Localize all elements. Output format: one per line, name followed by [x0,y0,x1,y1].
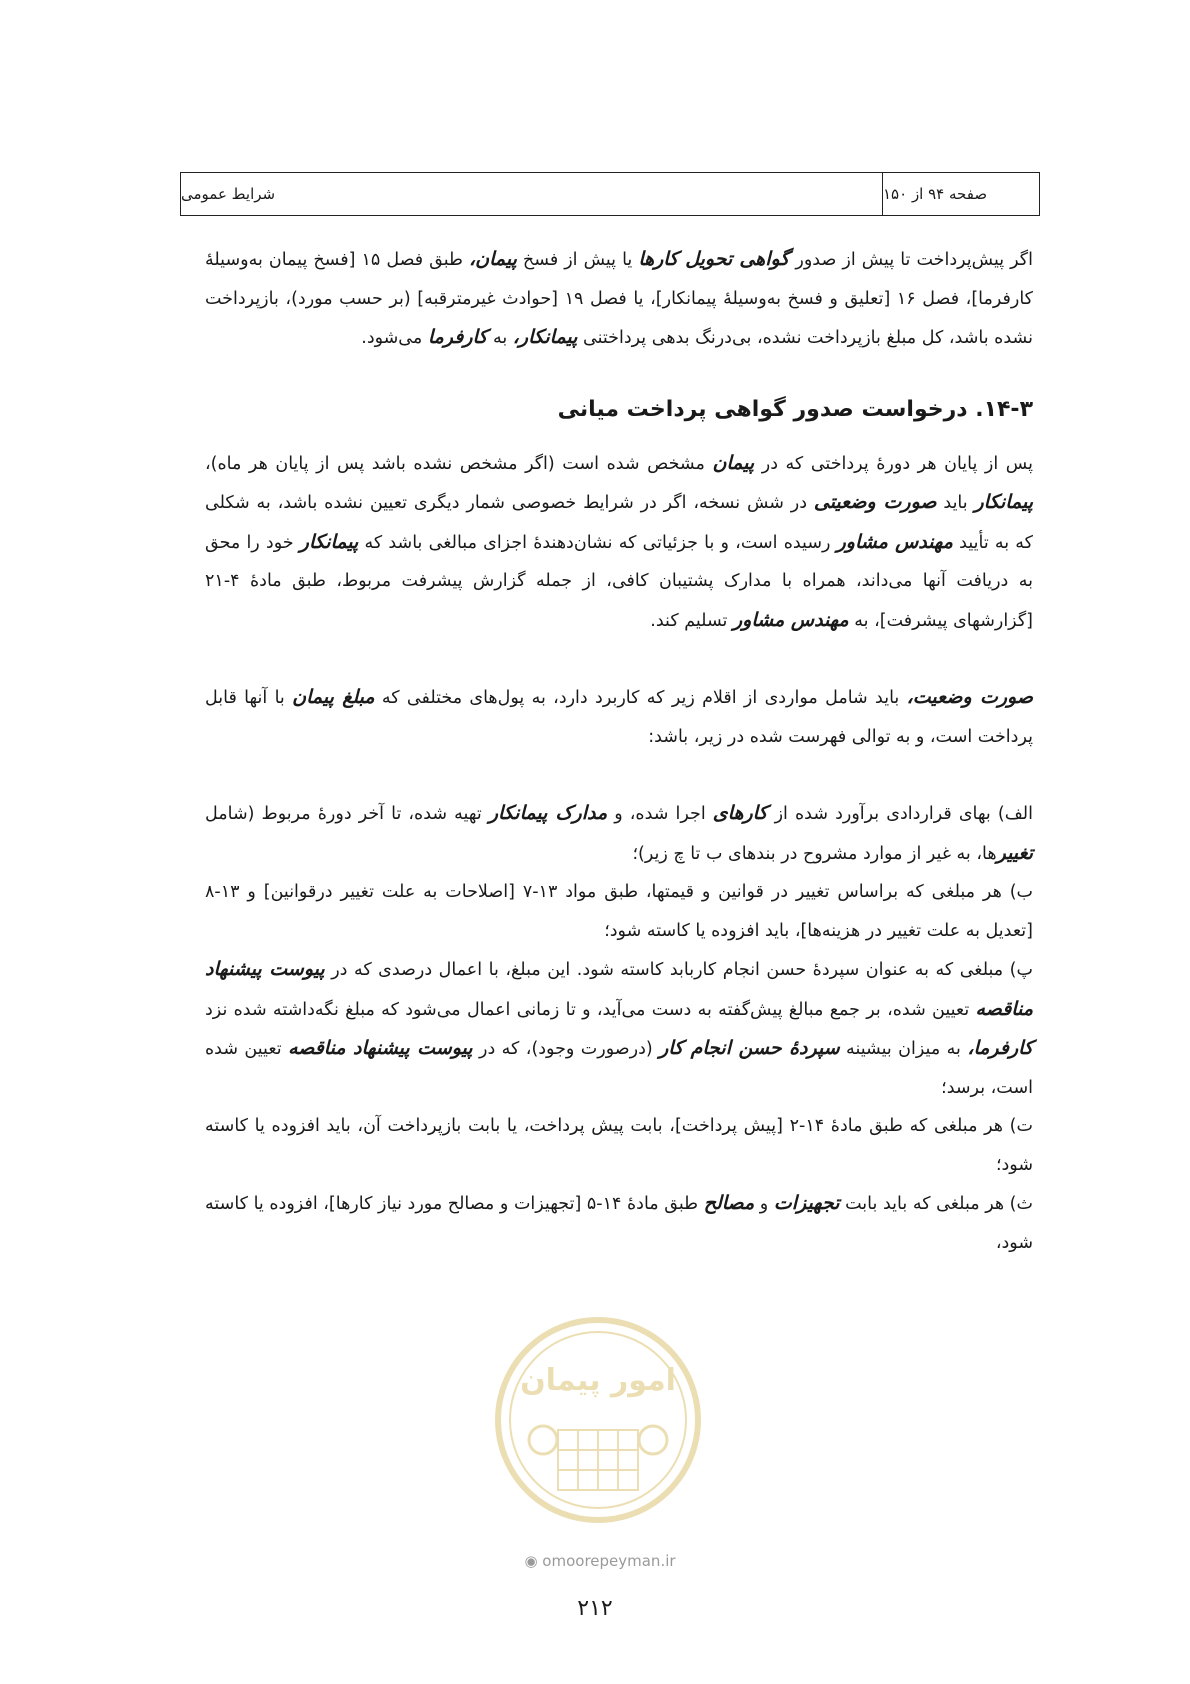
text-run: ب) هر مبلغی که براساس تغییر در قوانین و قیمتها، طبق مواد ۱۳-۷ [اصلاحات به علت تغییر درقوانین] و ۱۳-۸ [تعدیل به علت تغییر در هزینه‌ها]، باید افزوده یا کاسته شود؛ [205,882,1033,941]
text-run: تسلیم کند. [650,610,733,631]
watermark-url [500,1552,700,1570]
text-run: طبق فصل ۱۵ [فسخ پیمان به‌وسیلهٔ کارفرما]، فصل ۱۶ [تعلیق و فسخ به‌وسیلهٔ پیمانکار]، یا فصل ۱۹ [حوادث غیرمترقبه] (بر حسب مورد)، بازپرداخت نشده باشد، کل مبلغ بازپرداخت نشده، بی‌درنگ بدهی پرداختنی [205,250,1033,348]
text-run: الف) بهای قراردادی برآورد شده از [767,804,1034,824]
defined-term: گواهی تحویل کارها [638,248,790,270]
text-run: ت) هر مبلغی که طبق مادهٔ ۱۴-۲ [پیش پرداخت]، بابت پیش پرداخت، یا بابت بازپرداخت آن، باید افزوده یا کاسته شود؛ [205,1116,1033,1175]
spacer [205,756,1033,794]
text-run: اجرا شده، و [607,804,713,824]
list-item-alef [205,794,1033,873]
defined-term: پیمان [712,451,755,474]
text-run: اگر پیش‌پرداخت تا پیش از صدور [789,250,1033,270]
defined-term: مدارک پیمانکار [488,802,608,824]
text-run: می‌شود. [361,328,428,348]
text-run: رسیده است، و با جزئیاتی که نشان‌دهندهٔ اجزای مبالغی باشد که [358,532,837,553]
paragraph-application [205,444,1033,641]
defined-term: پیمانکار، [512,326,578,348]
text-run: ث) هر مبلغی که باید بابت [839,1194,1033,1214]
defined-term: صورت وضعیت، [906,686,1034,708]
defined-term: پیوست پیشنهاد مناقصه [205,958,1033,1020]
list-item-be [205,873,1033,950]
header-page-ref-cell [883,173,1039,215]
defined-term: پیمانکار [974,491,1034,513]
defined-term: مصالح [703,1192,755,1214]
text-run: با آنها قابل پرداخت است، و به توالی فهرست شده در زیر، باشد: [205,688,1033,747]
text-run: تهیه شده، تا آخر دورهٔ مربوط (شامل [205,804,489,824]
text-run: تعیین شده است، برسد؛ [205,1039,1033,1098]
text-run: باید [936,493,975,513]
defined-term: مبلغ پیمان [292,686,375,708]
list-item-pe [205,950,1033,1107]
text-run: (درصورت وجود)، که در [472,1039,660,1059]
text-run: باید شامل مواردی از اقلام زیر که کاربرد دارد، به پول‌های مختلفی که [374,688,907,708]
text-run: به [487,328,513,348]
text-run: تعیین شده، بر جمع مبالغ پیش‌گفته به دست می‌آید، و تا زمانی اعمال می‌شود که مبلغ نگه‌داشته شده نزد [205,999,976,1020]
defined-term: تجهیزات [773,1192,840,1214]
text-run: پس از پایان هر دورهٔ پرداختی که در [754,453,1033,474]
paragraph-advance-repayment [205,240,1033,358]
text-run: ها، به غیر از موارد مشروح در بندهای ب تا چ زیر)؛ [632,843,997,864]
header-page-ref: صفحه ۹۴ از ۱۵۰ [883,185,988,203]
defined-term: کارفرما [427,326,488,348]
defined-term: صورت وضعیتی [813,491,937,513]
defined-term: مهندس مشاور [733,608,849,631]
defined-term: پیمانکار [299,530,359,553]
text-run: به میزان بیشینه [839,1039,968,1059]
page-number: ۲۱۲ [577,1596,613,1621]
page-header [180,172,1040,216]
defined-term: کارهای [712,802,768,824]
defined-term: تغییر [996,841,1033,864]
text-run: خود را محق به دریافت آنها می‌داند، همراه با مدارک پشتیبان کافی، از جمله گزارش پیشرفت مربوط، طبق مادهٔ ۴-۲۱ [گزارشهای پیشرفت]، به [205,532,1033,631]
header-title-cell [181,173,883,215]
defined-term: کارفرما، [967,1037,1033,1059]
text-run: طبق مادهٔ ۱۴-۵ [تجهیزات و مصالح مورد نیاز کارها]، افزوده یا کاسته شود، [205,1194,1033,1253]
defined-term: پیمان، [469,248,517,270]
header-title: شرایط عمومی [181,185,276,203]
defined-term: سپردهٔ حسن انجام کار [659,1037,840,1059]
watermark-logo [488,1300,708,1560]
text-run: پ) مبلغی که به عنوان سپردهٔ حسن انجام کاربابد کاسته شود. این مبلغ، با اعمال درصدی که در [324,960,1033,980]
list-item-te [205,1107,1033,1184]
watermark-url-text: omoorepeyman.ir [542,1552,676,1570]
spacer [205,640,1033,678]
text-run: در شش نسخه، اگر در شرایط خصوصی شمار دیگری تعیین نشده باشد، به شکلی که به تأیید [205,493,1033,553]
text-run: یا پیش از فسخ [516,250,639,270]
text-run: مشخص شده است (اگر مشخص نشده باشد پس از پایان هر ماه)، [205,453,713,474]
body-text [205,240,1033,1262]
defined-term: پیوست پیشنهاد مناقصه [288,1037,473,1059]
text-run: و [754,1194,774,1214]
globe-icon: ◉ [524,1552,543,1570]
paragraph-statement-contents [205,678,1033,756]
list-item-se [205,1184,1033,1262]
defined-term: مهندس مشاور [836,530,953,553]
watermark-logo-text: امور پیمان [520,1363,676,1398]
section-heading: ۱۴-۳. درخواست صدور گواهی پرداخت میانی [557,396,1033,422]
